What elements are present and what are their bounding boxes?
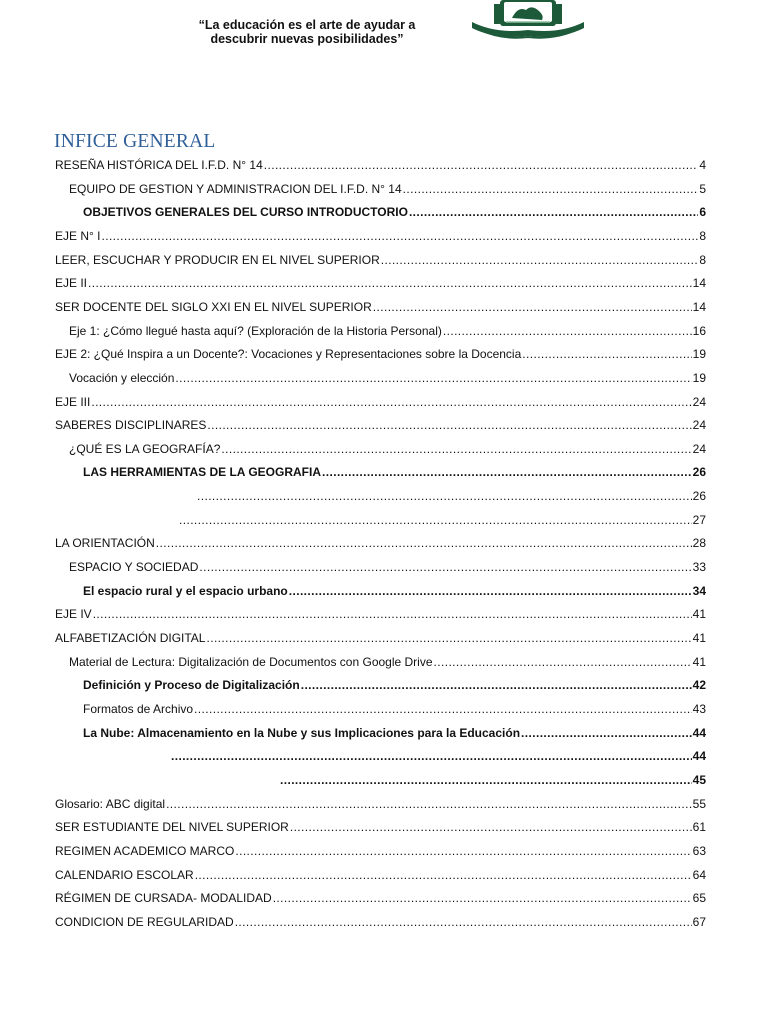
toc-entry-page-number: 63 <box>692 843 706 858</box>
toc-dot-leader <box>301 678 692 692</box>
toc-dot-leader <box>434 655 692 669</box>
toc-entry-page-number: 41 <box>692 654 706 669</box>
toc-entry[interactable] <box>83 722 706 740</box>
toc-dot-leader <box>403 182 699 196</box>
toc-entry-title: OBJETIVOS GENERALES DEL CURSO INTRODUCTORIO <box>83 205 408 220</box>
toc-entry-title: REGIMEN ACADEMICO MARCO <box>55 843 235 858</box>
toc-entry-title: SER ESTUDIANTE DEL NIVEL SUPERIOR <box>55 820 289 835</box>
toc-dot-leader <box>207 418 691 432</box>
toc-entry-title: Vocación y elección <box>69 370 175 385</box>
toc-entry-page-number: 41 <box>692 607 706 622</box>
toc-entry-page-number: 14 <box>692 299 706 314</box>
toc-entry-title: EJE II <box>55 276 88 291</box>
toc-entry[interactable] <box>55 840 706 858</box>
toc-entry-title: RESEÑA HISTÓRICA DEL I.F.D. N° 14 <box>55 158 263 172</box>
toc-dot-leader <box>409 205 698 219</box>
toc-entry-title: SER DOCENTE DEL SIGLO XXI EN EL NIVEL SUPERIOR <box>55 299 372 314</box>
toc-entry-title: Material de Lectura: Digitalización de Documentos con Google Drive <box>69 654 433 669</box>
toc-dot-leader <box>290 820 692 834</box>
toc-entry-title: LEER, ESCUCHAR Y PRODUCIR EN EL NIVEL SUPERIOR <box>55 252 380 267</box>
toc-entry-title: CONDICION DE REGULARIDAD <box>55 914 234 929</box>
toc-dot-leader <box>197 489 692 503</box>
header-quote-line-1: “La educación es el arte de ayudar a <box>198 18 416 32</box>
toc-entry-page-number: 33 <box>692 560 706 575</box>
toc-entry[interactable] <box>178 509 706 527</box>
toc-entry[interactable] <box>69 320 706 338</box>
toc-entry-title: ALFABETIZACIÓN DIGITAL <box>55 631 206 645</box>
toc-dot-leader <box>171 749 692 763</box>
toc-dot-leader <box>521 726 692 740</box>
toc-dot-leader <box>322 465 692 479</box>
toc-dot-leader <box>175 371 691 385</box>
toc-dot-leader <box>522 347 691 361</box>
toc-entry-title: EJE III <box>55 394 91 409</box>
toc-entry-title: EJE 2: ¿Qué Inspira a un Docente?: Vocaciones y Representaciones sobre la Docencia <box>55 347 522 362</box>
toc-entry[interactable] <box>69 438 706 456</box>
toc-entry[interactable] <box>83 461 706 479</box>
toc-entry-page-number: 24 <box>692 394 706 409</box>
toc-dot-leader <box>101 229 698 243</box>
toc-entry-page-number: 19 <box>692 370 706 385</box>
toc-entry-title: Definición y Proceso de Digitalización <box>83 678 300 693</box>
toc-entry[interactable] <box>55 816 706 834</box>
toc-dot-leader <box>221 442 691 456</box>
toc-entry-page-number: 65 <box>692 891 706 906</box>
toc-entry-title: EJE N° I <box>55 228 101 243</box>
toc-entry-title: El espacio rural y el espacio urbano <box>83 583 288 598</box>
toc-entry-page-number: 44 <box>692 749 706 764</box>
toc-entry[interactable] <box>55 627 706 645</box>
toc-entry-page-number: 8 <box>699 252 706 267</box>
toc-dot-leader <box>93 607 692 621</box>
toc-entry-title: CALENDARIO ESCOLAR <box>55 867 194 882</box>
toc-entry[interactable] <box>55 225 706 243</box>
toc-dot-leader <box>88 276 692 290</box>
toc-entry-page-number: 27 <box>692 512 706 527</box>
toc-entry-page-number: 64 <box>692 867 706 882</box>
toc-entry-page-number: 34 <box>692 583 706 598</box>
toc-entry-title: RÉGIMEN DE CURSADA- MODALIDAD <box>55 891 272 906</box>
toc-entry[interactable] <box>69 178 706 196</box>
toc-dot-leader <box>273 891 692 905</box>
toc-dot-leader <box>289 584 692 598</box>
toc-entry[interactable] <box>69 367 706 385</box>
toc-entry[interactable] <box>55 391 706 409</box>
toc-dot-leader <box>280 773 692 787</box>
toc-dot-leader <box>235 844 691 858</box>
toc-dot-leader <box>235 915 692 929</box>
toc-entry[interactable] <box>55 343 706 361</box>
toc-entry[interactable] <box>170 745 706 763</box>
toc-entry[interactable] <box>55 603 706 621</box>
toc-entry[interactable] <box>83 580 706 598</box>
toc-entry-page-number: 26 <box>692 465 706 480</box>
toc-dot-leader <box>166 797 692 811</box>
toc-entry[interactable] <box>55 793 706 811</box>
toc-dot-leader <box>156 536 692 550</box>
toc-entry-title: Eje 1: ¿Cómo llegué hasta aquí? (Exploración de la Historia Personal) <box>69 323 442 338</box>
toc-entry-title: SABERES DISCIPLINARES <box>55 418 207 433</box>
toc-entry-title: ¿QUÉ ES LA GEOGRAFÍA? <box>69 441 221 456</box>
toc-entry-title: LAS HERRAMIENTAS DE LA GEOGRAFIA <box>83 465 322 480</box>
toc-entry-title: Glosario: ABC digital <box>55 796 166 811</box>
toc-entry-title: EQUIPO DE GESTION Y ADMINISTRACION DEL I.F.D. N° 14 <box>69 181 402 196</box>
toc-dot-leader <box>179 513 692 527</box>
toc-entry-title: EJE IV <box>55 607 92 622</box>
toc-entry-page-number: 14 <box>692 276 706 291</box>
toc-entry-page-number: 67 <box>692 914 706 929</box>
toc-entry[interactable] <box>55 887 706 905</box>
toc-entry-page-number: 6 <box>699 205 706 220</box>
toc-entry-title: Formatos de Archivo <box>83 701 194 716</box>
toc-entry[interactable] <box>55 296 706 314</box>
toc-entry-page-number: 24 <box>692 441 706 456</box>
toc-dot-leader <box>199 560 691 574</box>
toc-entry-page-number: 42 <box>692 678 706 693</box>
toc-dot-leader <box>373 300 692 314</box>
toc-entry[interactable] <box>83 698 706 716</box>
toc-dot-leader <box>194 702 692 716</box>
toc-entry-page-number: 4 <box>699 158 706 172</box>
toc-entry[interactable] <box>55 154 706 172</box>
toc-entry-page-number: 55 <box>692 796 706 811</box>
toc-entry-page-number: 16 <box>692 323 706 338</box>
toc-entry[interactable] <box>55 532 706 550</box>
toc-entry-page-number: 44 <box>692 725 706 740</box>
toc-entry[interactable] <box>279 769 706 787</box>
toc-entry[interactable] <box>55 911 706 929</box>
toc-dot-leader <box>91 395 691 409</box>
toc-entry-page-number: 24 <box>692 418 706 433</box>
toc-dot-leader <box>264 158 699 172</box>
toc-entry[interactable] <box>55 414 706 432</box>
toc-entry-page-number: 45 <box>692 772 706 787</box>
toc-entry[interactable] <box>83 674 706 692</box>
toc-entry-page-number: 8 <box>699 228 706 243</box>
toc-title: INFICE GENERAL <box>54 131 216 152</box>
toc-entry-page-number: 5 <box>699 181 706 196</box>
toc-entry[interactable] <box>83 201 706 219</box>
toc-entry-title: LA ORIENTACIÓN <box>55 536 155 551</box>
toc-entry-page-number: 19 <box>692 347 706 362</box>
toc-entry-page-number: 41 <box>692 631 706 645</box>
toc-dot-leader <box>206 631 691 645</box>
toc-dot-leader <box>195 868 692 882</box>
toc-entry[interactable] <box>55 249 706 267</box>
toc-dot-leader <box>381 253 699 267</box>
toc-entry[interactable] <box>55 272 706 290</box>
toc-entry-title: ESPACIO Y SOCIEDAD <box>69 560 199 575</box>
toc-entry-page-number: 61 <box>692 820 706 835</box>
toc-entry-page-number: 43 <box>692 701 706 716</box>
toc-entry[interactable] <box>69 651 706 669</box>
toc-entry[interactable] <box>69 556 706 574</box>
toc-entry-page-number: 28 <box>692 536 706 551</box>
toc-entry[interactable] <box>55 864 706 882</box>
toc-entry-page-number: 26 <box>692 489 706 504</box>
header-quote-line-2: descubrir nuevas posibilidades” <box>210 32 404 46</box>
toc-dot-leader <box>443 324 692 338</box>
toc-entry[interactable] <box>196 485 706 503</box>
toc-entry-title: La Nube: Almacenamiento en la Nube y sus Implicaciones para la Educación <box>83 725 521 740</box>
